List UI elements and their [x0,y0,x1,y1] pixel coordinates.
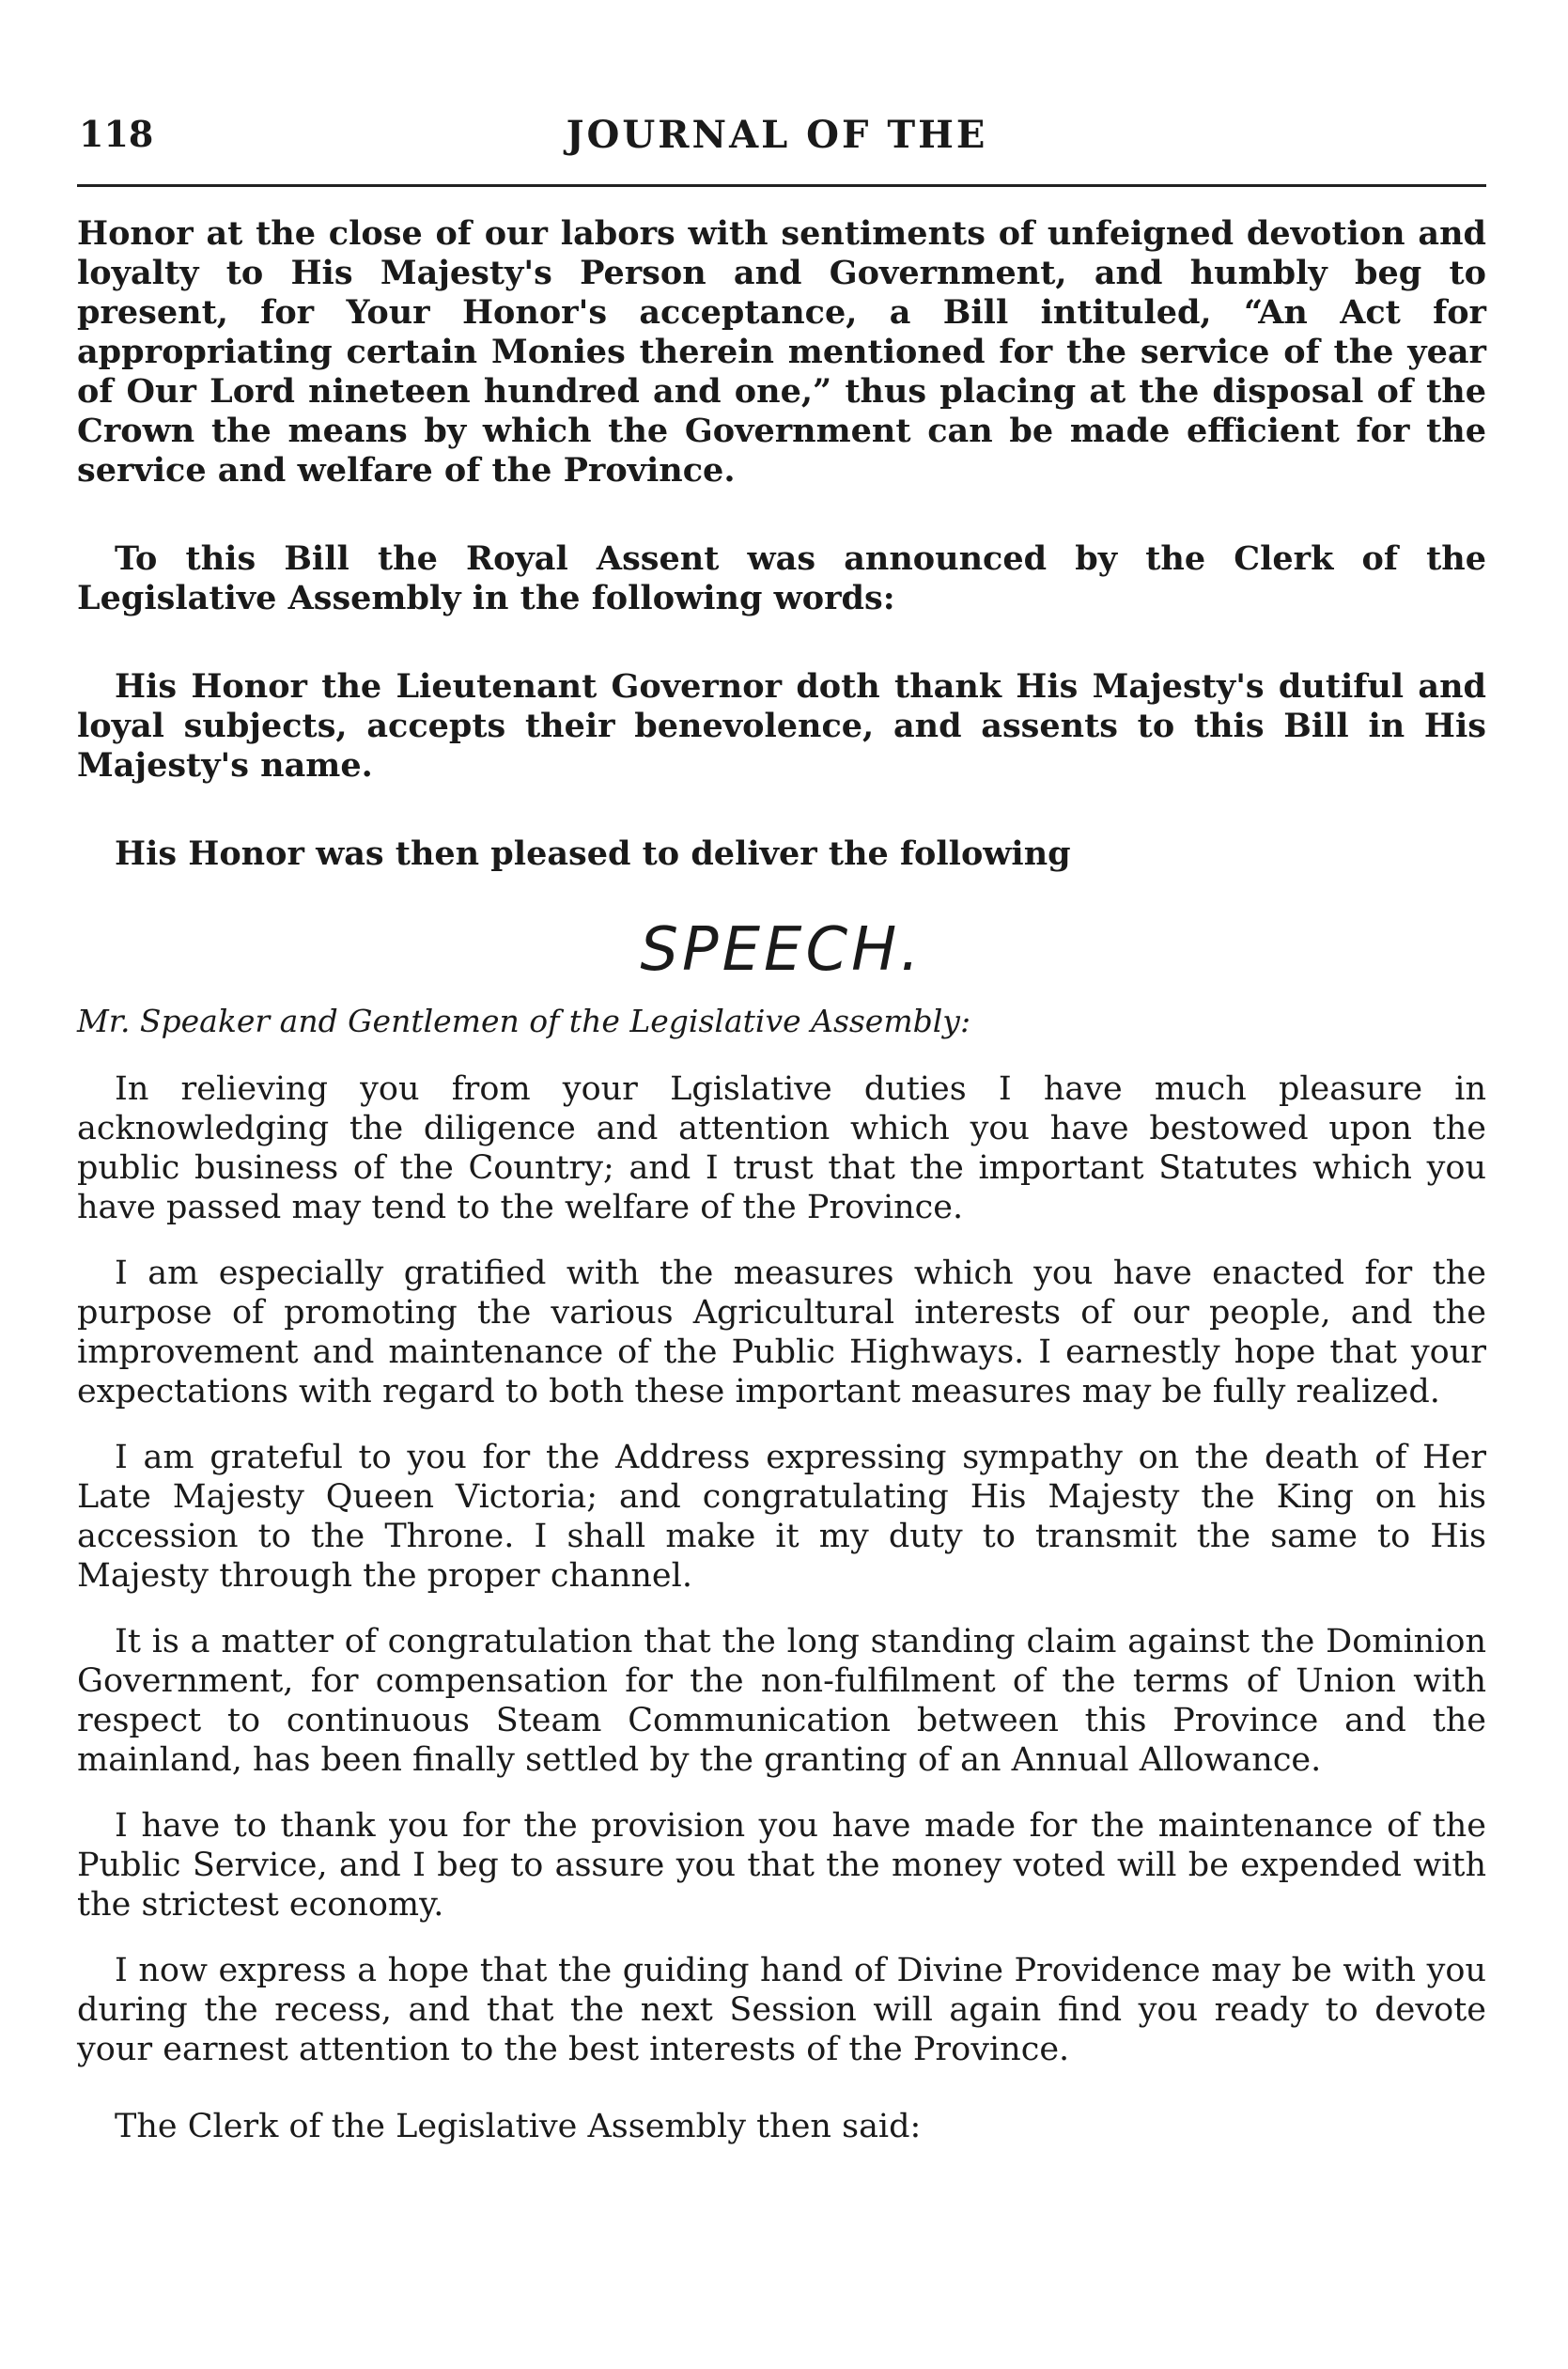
running-head: JOURNAL OF THE [566,113,988,157]
journal-page [68,0,1486,2369]
page-number: 118 [79,113,154,155]
speech-paragraph-5: I have to thank you for the provision you have made for the maintenance of the Public Service, and I beg to assure you that the money voted will be expended with the strictest economy. [77,1807,1486,1924]
speech-paragraph-4: It is a matter of congratulation that the long standing claim against the Dominion Government, for compensation for the non-fulfilment of the terms of Union with respect to continuous Steam Communication between this Province and the mainland, has been finally settled by the granting of an Annual Allowance. [77,1623,1486,1779]
speech-paragraph-2: I am especially gratified with the measures which you have enacted for the purpose of promoting the various Agricultural interests of our people, and the improvement and maintenance of the Public Highways. I earnestly hope that your expectations with regard to both these important measures may be fully realized. [77,1255,1486,1410]
paragraph-bill-presentation: Honor at the close of our labors with sentiments of unfeigned devotion and loyalty to His Majesty's Person and Government, and humbly beg to present, for Your Honor's acceptance, a Bill intituled, “An Act for appropriating certain Monies therein mentioned for the service of the year of Our Lord nineteen hundred and one,” thus placing at the disposal of the Crown the means by which the Government can be made efficient for the service and welfare of the Province. [77,214,1486,490]
paragraph-speech-intro: His Honor was then pleased to deliver the following [115,834,1071,873]
speech-salutation: Mr. Speaker and Gentlemen of the Legislative Assembly: [77,1003,971,1039]
header-rule [77,184,1486,187]
speech-paragraph-3: I am grateful to you for the Address expressing sympathy on the death of Her Late Majesty Queen Victoria; and congratulating His Majesty the King on his accession to the Throne. I shall make it my duty to transmit the same to His Majesty through the proper channel. [77,1439,1486,1595]
closing-line: The Clerk of the Legislative Assembly then said: [115,2108,922,2145]
speech-paragraph-6: I now express a hope that the guiding hand of Divine Providence may be with you during the recess, and that the next Session will again find you ready to devote your earnest attention to the best interests of the Province. [77,1952,1486,2068]
speech-paragraph-1: In relieving you from your Lgislative duties I have much pleasure in acknowledging the diligence and attention which you have bestowed upon the public business of the Country; and I trust that the important Statutes which you have passed may tend to the welfare of the Province. [77,1070,1486,1226]
body-text [77,214,1486,2146]
paragraph-royal-assent: To this Bill the Royal Assent was announced by the Clerk of the Legislative Assembly in the following words: [77,539,1486,617]
page-header [68,105,1486,162]
speech-title: SPEECH. [640,915,924,985]
paragraph-assent-words: His Honor the Lieutenant Governor doth thank His Majesty's dutiful and loyal subjects, accepts their benevolence, and assents to this Bill in His Majesty's name. [77,667,1486,785]
